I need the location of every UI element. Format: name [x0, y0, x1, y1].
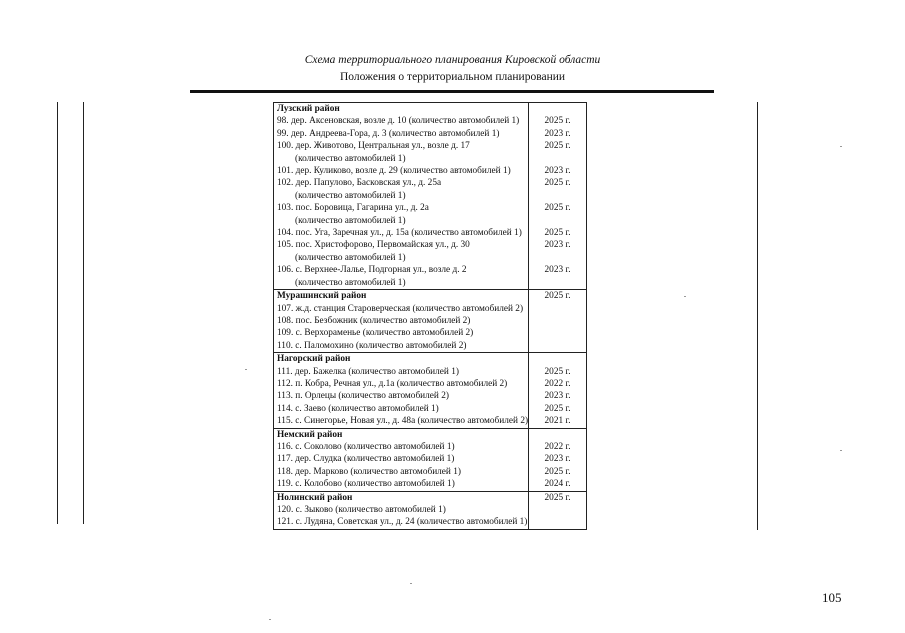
location-text: 100. дер. Животово, Центральная ул., возле д. 17	[277, 141, 470, 152]
margin-line-left-inner	[83, 102, 84, 524]
location-cell	[274, 504, 529, 516]
location-text: 116. с. Соколово (количество автомобилей 1)	[277, 441, 455, 452]
year-cell: 2022 г.	[529, 441, 587, 453]
year-cell: 2025 г.	[529, 227, 587, 239]
year-cell: 2023 г.	[529, 390, 587, 402]
scan-speck	[840, 146, 842, 147]
location-cell	[274, 516, 529, 529]
year-cell: 2025 г.	[529, 202, 587, 227]
year-cell	[529, 340, 587, 353]
year-cell: 2023 г.	[529, 264, 587, 289]
district-header-row	[274, 353, 587, 366]
location-cell	[274, 239, 529, 264]
margin-line-left-outer	[57, 102, 58, 524]
table-row	[274, 390, 587, 402]
table-row	[274, 128, 587, 140]
year-cell	[529, 303, 587, 315]
table-row	[274, 366, 587, 378]
table-row	[274, 453, 587, 465]
table-row	[274, 403, 587, 415]
location-text: 107. ж.д. станция Староверческая (количество автомобилей 2)	[277, 303, 524, 314]
table-row	[274, 202, 587, 227]
location-cell	[274, 453, 529, 465]
table-row	[274, 327, 587, 339]
scan-speck	[840, 450, 842, 451]
year-cell: 2023 г.	[529, 239, 587, 264]
location-cell	[274, 315, 529, 327]
location-text: 111. дер. Бажелка (количество автомобилей 1)	[277, 366, 459, 377]
table-row	[274, 239, 587, 264]
year-cell: 2023 г.	[529, 128, 587, 140]
location-text-continued: (количество автомобилей 1)	[295, 215, 406, 226]
district-year	[529, 428, 587, 441]
location-cell	[274, 115, 529, 127]
table-row	[274, 264, 587, 289]
margin-line-right	[757, 102, 758, 530]
location-text: 121. с. Лудяна, Советская ул., д. 24 (количество автомобилей 1)	[277, 517, 528, 528]
table-row	[274, 415, 587, 428]
location-text: 108. пос. Безбожник (количество автомобилей 2)	[277, 315, 471, 326]
district-name: Мурашинский район	[274, 290, 529, 303]
table-row	[274, 340, 587, 353]
location-cell	[274, 366, 529, 378]
header-rule	[190, 90, 714, 93]
district-header-row	[274, 428, 587, 441]
location-text: 112. п. Кобра, Речная ул., д.1а (количество автомобилей 2)	[277, 378, 508, 389]
table-row	[274, 303, 587, 315]
year-cell: 2025 г.	[529, 466, 587, 478]
location-text: 109. с. Верхораменье (количество автомобилей 2)	[277, 328, 474, 339]
table-row	[274, 165, 587, 177]
location-text-continued: (количество автомобилей 1)	[295, 190, 406, 201]
page-number: 105	[822, 590, 842, 605]
location-cell	[274, 327, 529, 339]
location-text: 118. дер. Марково (количество автомобилей 1)	[277, 466, 461, 477]
location-cell	[274, 378, 529, 390]
location-cell	[274, 415, 529, 428]
year-cell	[529, 516, 587, 529]
table-row	[274, 504, 587, 516]
location-text: 104. пос. Уга, Заречная ул., д. 15а (количество автомобилей 1)	[277, 228, 522, 239]
location-text: 110. с. Паломохино (количество автомобилей 2)	[277, 340, 467, 351]
location-cell	[274, 403, 529, 415]
location-cell	[274, 390, 529, 402]
year-cell	[529, 315, 587, 327]
district-header-row	[274, 290, 587, 303]
location-text: 99. дер. Андреева-Гора, д. 3 (количество автомобилей 1)	[277, 128, 500, 139]
document-subtitle: Положения о территориальном планировании	[339, 71, 566, 83]
scan-speck	[245, 369, 247, 370]
table-row	[274, 478, 587, 491]
year-cell: 2022 г.	[529, 378, 587, 390]
district-year	[529, 353, 587, 366]
district-header-row	[274, 103, 587, 116]
year-cell: 2025 г.	[529, 403, 587, 415]
district-header-row	[274, 491, 587, 504]
location-cell	[274, 202, 529, 227]
year-cell: 2025 г.	[529, 115, 587, 127]
district-year: 2025 г.	[529, 290, 587, 303]
table-row	[274, 115, 587, 127]
location-text: 119. с. Колобово (количество автомобилей 1)	[277, 479, 455, 490]
location-cell	[274, 264, 529, 289]
year-cell: 2023 г.	[529, 453, 587, 465]
charging-stations-table	[273, 102, 587, 530]
scan-speck	[269, 619, 271, 620]
location-text: 106. с. Верхнее-Лалье, Подгорная ул., возле д. 2	[277, 265, 467, 276]
location-text-continued: (количество автомобилей 1)	[295, 277, 406, 288]
location-text-continued: (количество автомобилей 1)	[295, 252, 406, 263]
district-name: Нагорский район	[274, 353, 529, 366]
location-text: 98. дер. Аксеновская, возле д. 10 (количество автомобилей 1)	[277, 116, 520, 127]
year-cell: 2023 г.	[529, 165, 587, 177]
table-row	[274, 466, 587, 478]
year-cell	[529, 327, 587, 339]
location-cell	[274, 177, 529, 202]
document-title: Схема территориального планирования Кировской области	[304, 54, 601, 66]
district-name: Нолинский район	[274, 491, 529, 504]
location-text: 103. пос. Боровица, Гагарина ул., д. 2а	[277, 203, 429, 214]
location-text: 102. дер. Папулово, Басковская ул., д. 25а	[277, 178, 442, 189]
district-year	[529, 103, 587, 116]
table-row	[274, 378, 587, 390]
scan-speck	[684, 296, 686, 297]
table-row	[274, 227, 587, 239]
year-cell: 2025 г.	[529, 140, 587, 165]
location-text: 113. п. Орлецы (количество автомобилей 2)	[277, 391, 449, 402]
location-cell	[274, 340, 529, 353]
table-row	[274, 516, 587, 529]
location-text: 115. с. Синегорье, Новая ул., д. 48а (количество автомобилей 2)	[277, 416, 529, 427]
location-text: 101. дер. Куликово, возле д. 29 (количество автомобилей 1)	[277, 166, 511, 177]
district-name: Немский район	[274, 428, 529, 441]
location-cell	[274, 303, 529, 315]
location-cell	[274, 478, 529, 491]
location-cell	[274, 466, 529, 478]
location-text: 105. пос. Христофорово, Первомайская ул., д. 30	[277, 240, 470, 251]
table-row	[274, 315, 587, 327]
location-cell	[274, 441, 529, 453]
district-year: 2025 г.	[529, 491, 587, 504]
location-cell	[274, 128, 529, 140]
year-cell: 2021 г.	[529, 415, 587, 428]
year-cell	[529, 504, 587, 516]
year-cell: 2025 г.	[529, 366, 587, 378]
table-row	[274, 177, 587, 202]
district-name: Лузский район	[277, 104, 340, 114]
table-row	[274, 441, 587, 453]
location-text: 114. с. Заево (количество автомобилей 1)	[277, 403, 439, 414]
location-cell	[274, 227, 529, 239]
scan-speck	[410, 583, 412, 584]
location-text-continued: (количество автомобилей 1)	[295, 153, 406, 164]
year-cell: 2024 г.	[529, 478, 587, 491]
location-text: 117. дер. Слудка (количество автомобилей 1)	[277, 454, 455, 465]
location-cell	[274, 165, 529, 177]
table-row	[274, 140, 587, 165]
location-cell	[274, 140, 529, 165]
location-text: 120. с. Зыково (количество автомобилей 1)	[277, 505, 446, 515]
year-cell: 2025 г.	[529, 177, 587, 202]
